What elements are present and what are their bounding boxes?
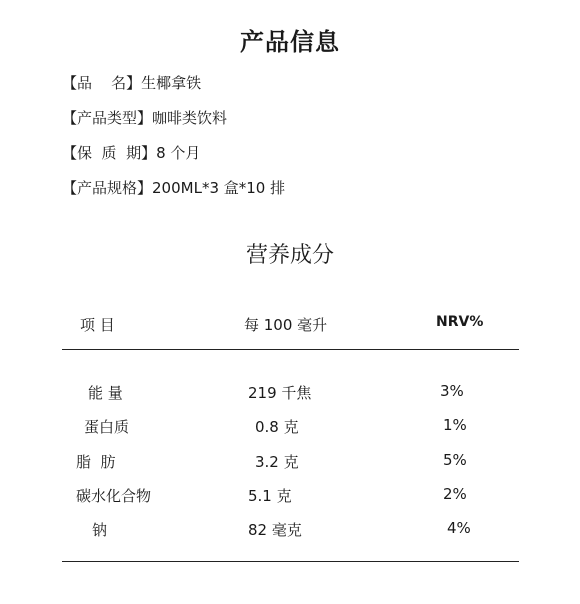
- info-value-type: 咖啡类饮料: [152, 109, 228, 127]
- header-item: 项 目: [80, 316, 115, 334]
- nutrient-nrv: 3%: [440, 382, 464, 400]
- nutrient-name: 钠: [92, 521, 108, 539]
- nutrient-name: 蛋白质: [84, 418, 130, 436]
- info-row-type: [62, 107, 227, 128]
- table-bottom-rule: [62, 561, 519, 562]
- header-per-100ml: 每 100 毫升: [244, 316, 328, 334]
- nutrient-nrv: 1%: [443, 416, 467, 434]
- info-value-shelf-life: 8 个月: [156, 144, 201, 162]
- info-label-shelf-life: 【保 质 期】: [62, 144, 157, 162]
- nutrient-nrv: 5%: [443, 451, 467, 469]
- nutrient-amount: 3.2 克: [255, 453, 299, 471]
- nutrient-name: 脂 肪: [76, 453, 116, 471]
- nutrient-nrv: 2%: [443, 485, 467, 503]
- info-row-shelf-life: [62, 142, 200, 163]
- nutrition-title: 营养成分: [245, 243, 334, 268]
- table-top-rule: [62, 349, 519, 350]
- info-value-spec: 200ML*3 盒*10 排: [152, 179, 286, 197]
- header-nrv: NRV%: [436, 314, 484, 330]
- nutrient-amount: 5.1 克: [248, 487, 292, 505]
- info-label-name: 【品 名】: [62, 74, 142, 92]
- page-title: 产品信息: [240, 28, 340, 56]
- nutrient-amount: 0.8 克: [255, 418, 299, 436]
- info-value-name: 生椰拿铁: [141, 74, 202, 92]
- nutrient-nrv: 4%: [447, 519, 471, 537]
- info-label-spec: 【产品规格】: [62, 179, 153, 197]
- nutrient-amount: 219 千焦: [248, 384, 312, 402]
- nutrient-name: 碳水化合物: [76, 487, 152, 505]
- nutrient-amount: 82 毫克: [248, 521, 302, 539]
- info-row-spec: [62, 177, 285, 198]
- info-label-type: 【产品类型】: [62, 109, 153, 127]
- nutrient-name: 能 量: [88, 384, 123, 402]
- info-row-name: [62, 72, 201, 93]
